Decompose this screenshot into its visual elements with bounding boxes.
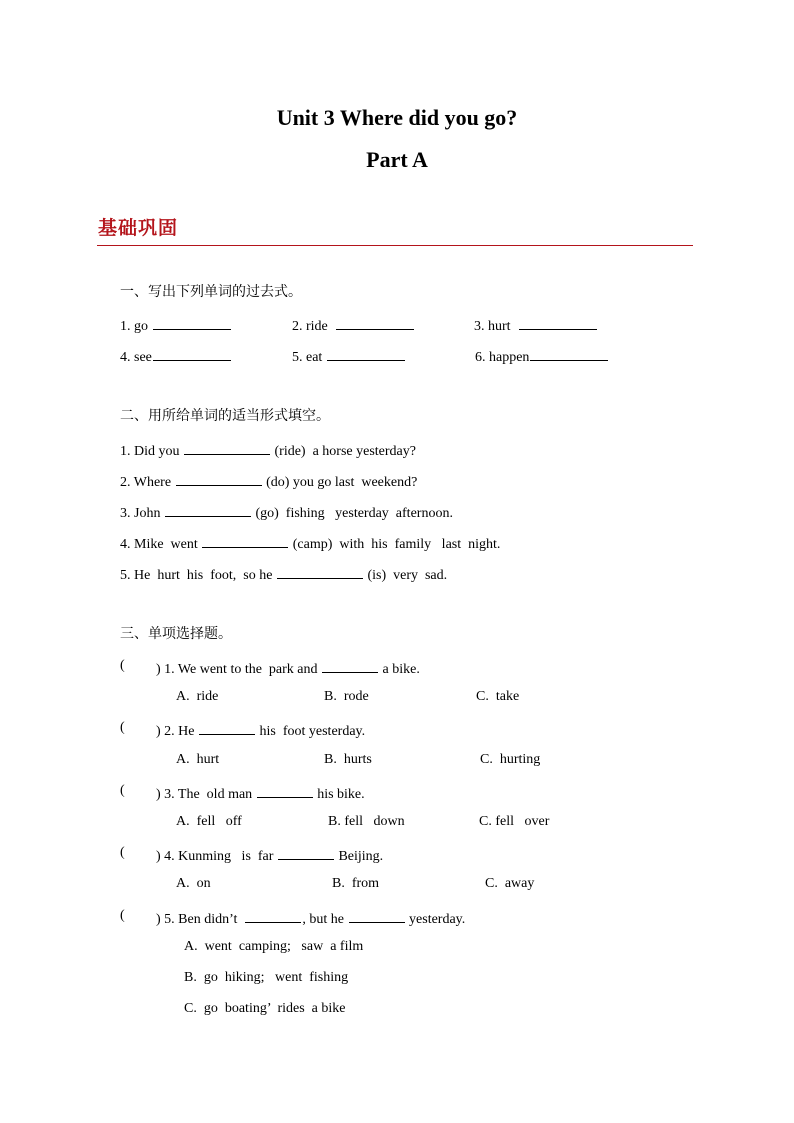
answer-blank[interactable] (327, 347, 405, 361)
answer-blank[interactable] (336, 316, 414, 330)
answer-blank[interactable] (176, 472, 262, 486)
question-stem: 1. We went to the park and (164, 662, 318, 677)
item-rest: (is) very sad. (367, 568, 448, 583)
question-5-option-a[interactable]: A. went camping; saw a film (184, 939, 364, 954)
question-stem: 4. Kunming is far (164, 849, 274, 864)
bracket-close: ) (156, 662, 161, 677)
question-2-option-c[interactable]: C. hurting (480, 752, 541, 767)
item-prompt: 1. Did you (120, 444, 180, 459)
answer-blank[interactable] (257, 784, 313, 798)
document-title: Unit 3 Where did you go? (276, 105, 518, 130)
question-stem-end: his bike. (317, 787, 365, 802)
item-prompt: 5. eat (292, 350, 323, 365)
question-stem: 3. The old man (164, 787, 253, 802)
question-2 (156, 721, 365, 739)
section-2-title: 二、用所给单词的适当形式填空。 (120, 408, 330, 424)
item-prompt: 1. go (120, 319, 148, 334)
question-4 (156, 846, 383, 864)
bracket-close: ) (156, 912, 161, 927)
answer-blank[interactable] (165, 503, 251, 517)
question-3-option-b[interactable]: B. fell down (328, 814, 405, 829)
question-5-option-b[interactable]: B. go hiking; went fishing (184, 970, 349, 985)
exercise-1-item-1 (120, 316, 232, 334)
answer-blank[interactable] (278, 846, 334, 860)
answer-blank[interactable] (202, 534, 288, 548)
bracket-close: ) (156, 724, 161, 739)
exercise-1-item-6 (475, 347, 609, 365)
answer-blank[interactable] (530, 347, 608, 361)
question-stem-end: his foot yesterday. (259, 724, 366, 739)
item-rest: (ride) a horse yesterday? (274, 444, 416, 459)
item-prompt: 4. Mike went (120, 537, 198, 552)
bracket-close: ) (156, 849, 161, 864)
question-1-option-b[interactable]: B. rode (324, 689, 369, 704)
question-5 (156, 909, 465, 927)
question-4-option-a[interactable]: A. on (176, 876, 211, 891)
answer-blank[interactable] (184, 441, 270, 455)
answer-blank[interactable] (153, 316, 231, 330)
exercise-2-item-4 (120, 534, 500, 552)
answer-blank[interactable] (245, 909, 301, 923)
question-4-option-b[interactable]: B. from (332, 876, 380, 891)
question-stem-end: yesterday. (409, 912, 466, 927)
question-1-option-a[interactable]: A. ride (176, 689, 219, 704)
item-prompt: 2. Where (120, 475, 172, 490)
question-4-bracket-open: ( (120, 845, 125, 860)
exercise-1-item-4 (120, 347, 232, 365)
question-2-option-b[interactable]: B. hurts (324, 752, 372, 767)
question-1-option-c[interactable]: C. take (476, 689, 520, 704)
question-stem: 5. Ben didn’t (164, 912, 238, 927)
item-prompt: 2. ride (292, 319, 328, 334)
question-3-option-c[interactable]: C. fell over (479, 814, 550, 829)
question-3 (156, 784, 365, 802)
exercise-2-item-3 (120, 503, 453, 521)
exercise-1-item-2 (292, 316, 415, 334)
answer-blank[interactable] (277, 565, 363, 579)
exercise-2-item-5 (120, 565, 447, 583)
document-subtitle: Part A (366, 147, 428, 172)
heading-divider (97, 245, 693, 246)
question-1-bracket-open: ( (120, 658, 125, 673)
question-stem-end: Beijing. (338, 849, 384, 864)
question-5-bracket-open: ( (120, 908, 125, 923)
question-1 (156, 659, 420, 677)
item-rest: (do) you go last weekend? (266, 475, 418, 490)
item-prompt: 3. John (120, 506, 161, 521)
item-prompt: 4. see (120, 350, 152, 365)
section-heading: 基础巩固 (98, 217, 179, 239)
item-rest: (camp) with his family last night. (292, 537, 501, 552)
exercise-1-item-3 (474, 316, 598, 334)
section-3-title: 三、单项选择题。 (120, 626, 232, 642)
exercise-2-item-2 (120, 472, 417, 490)
answer-blank[interactable] (349, 909, 405, 923)
question-stem-end: a bike. (382, 662, 420, 677)
question-stem-mid: , but he (302, 912, 345, 927)
answer-blank[interactable] (153, 347, 231, 361)
exercise-1-item-5 (292, 347, 406, 365)
question-5-option-c[interactable]: C. go boating’ rides a bike (184, 1001, 346, 1016)
question-3-bracket-open: ( (120, 783, 125, 798)
item-rest: (go) fishing yesterday afternoon. (255, 506, 453, 521)
bracket-close: ) (156, 787, 161, 802)
item-prompt: 3. hurt (474, 319, 511, 334)
question-3-option-a[interactable]: A. fell off (176, 814, 242, 829)
answer-blank[interactable] (322, 659, 378, 673)
section-1-title: 一、写出下列单词的过去式。 (120, 284, 302, 300)
answer-blank[interactable] (199, 721, 255, 735)
question-4-option-c[interactable]: C. away (485, 876, 535, 891)
item-prompt: 6. happen (475, 350, 530, 365)
question-2-option-a[interactable]: A. hurt (176, 752, 220, 767)
exercise-2-item-1 (120, 441, 416, 459)
question-stem: 2. He (164, 724, 195, 739)
question-2-bracket-open: ( (120, 720, 125, 735)
item-prompt: 5. He hurt his foot, so he (120, 568, 273, 583)
answer-blank[interactable] (519, 316, 597, 330)
